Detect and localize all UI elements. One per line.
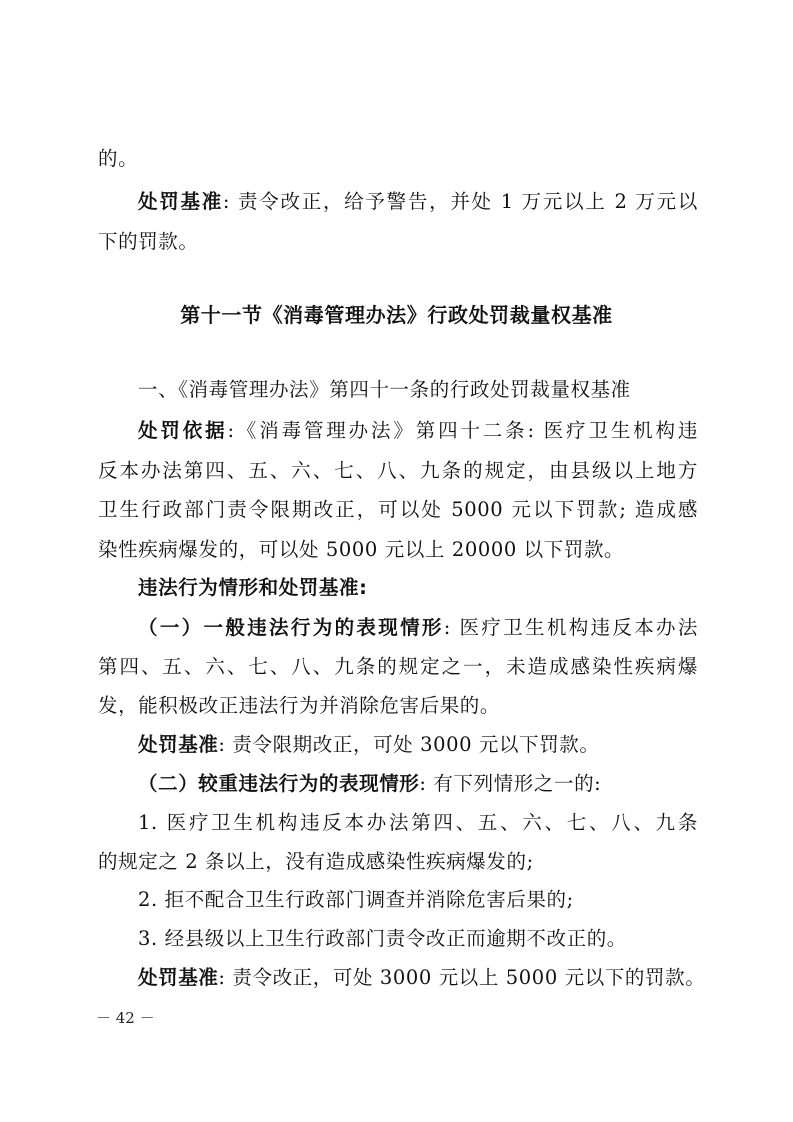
text-line (98, 538, 698, 562)
section-title: 第十一节《消毒管理办法》行政处罚裁量权基准 (180, 303, 613, 327)
text-line (98, 459, 698, 483)
text-span: 下的罚款。 (98, 230, 199, 253)
text-span: 1. 医疗卫生机构违反本办法第四、五、六、七、八、九条 (138, 811, 698, 834)
text-line (138, 419, 698, 443)
list-item (138, 927, 698, 951)
penalty-standard-label: 处罚基准 (138, 190, 223, 213)
text-span: 卫生行政部门责令限期改正，可以处 5000 元以下罚款; 造成感 (98, 498, 698, 521)
text-span: 反本办法第四、五、六、七、八、九条的规定，由县级以上地方 (98, 459, 698, 482)
list-item (138, 888, 698, 912)
text-line (98, 850, 698, 874)
section-heading (138, 378, 698, 402)
text-span: : 责令改正，给予警告，并处 1 万元以上 2 万元以 (222, 190, 698, 213)
text-span: 的规定之 2 条以上，没有造成感染性疾病爆发的; (98, 850, 534, 873)
text-line (138, 190, 698, 214)
text-span: 3. 经县级以上卫生行政部门责令改正而逾期不改正的。 (138, 927, 627, 950)
text-span: 的。 (98, 147, 139, 170)
text-line (138, 616, 698, 640)
text-line (98, 498, 698, 522)
text-span: : 有下列情形之一的: (419, 772, 602, 795)
text-span: 发，能积极改正违法行为并消除危害后果的。 (98, 694, 501, 717)
serious-violation-label: （二）较重违法行为的表现情形 (138, 772, 420, 795)
penalty-basis-label: 处罚依据 (138, 419, 228, 442)
text-line (138, 966, 706, 990)
text-line (98, 147, 698, 171)
subheading (138, 576, 698, 600)
text-span: 第四、五、六、七、八、九条的规定之一，未造成感染性疾病爆 (98, 655, 698, 678)
list-item (138, 811, 698, 835)
text-line (98, 655, 698, 679)
text-span: 违法行为情形和处罚基准: (138, 576, 368, 599)
text-span: : 医疗卫生机构违反本办法 (443, 616, 698, 639)
text-span: 一、《消毒管理办法》第四十一条的行政处罚裁量权基准 (138, 378, 631, 401)
text-span: 染性疾病爆发的，可以处 5000 元以上 20000 以下罚款。 (98, 538, 625, 561)
text-line (98, 694, 698, 718)
text-span: :《消毒管理办法》第四十二条: 医疗卫生机构违 (227, 419, 698, 442)
text-span: : 责令限期改正，可处 3000 元以下罚款。 (218, 733, 600, 756)
text-span: : 责令改正，可处 3000 元以上 5000 元以下的罚款。 (218, 966, 706, 989)
text-span: 2. 拒不配合卫生行政部门调查并消除危害后果的; (138, 888, 574, 911)
penalty-standard-label: 处罚基准 (138, 733, 219, 756)
general-violation-label: （一）一般违法行为的表现情形 (138, 616, 444, 639)
text-line (138, 772, 698, 796)
penalty-standard-label: 处罚基准 (138, 966, 219, 989)
text-line (98, 230, 698, 254)
text-line (138, 733, 698, 757)
page-number: － 42 － (96, 1009, 155, 1027)
